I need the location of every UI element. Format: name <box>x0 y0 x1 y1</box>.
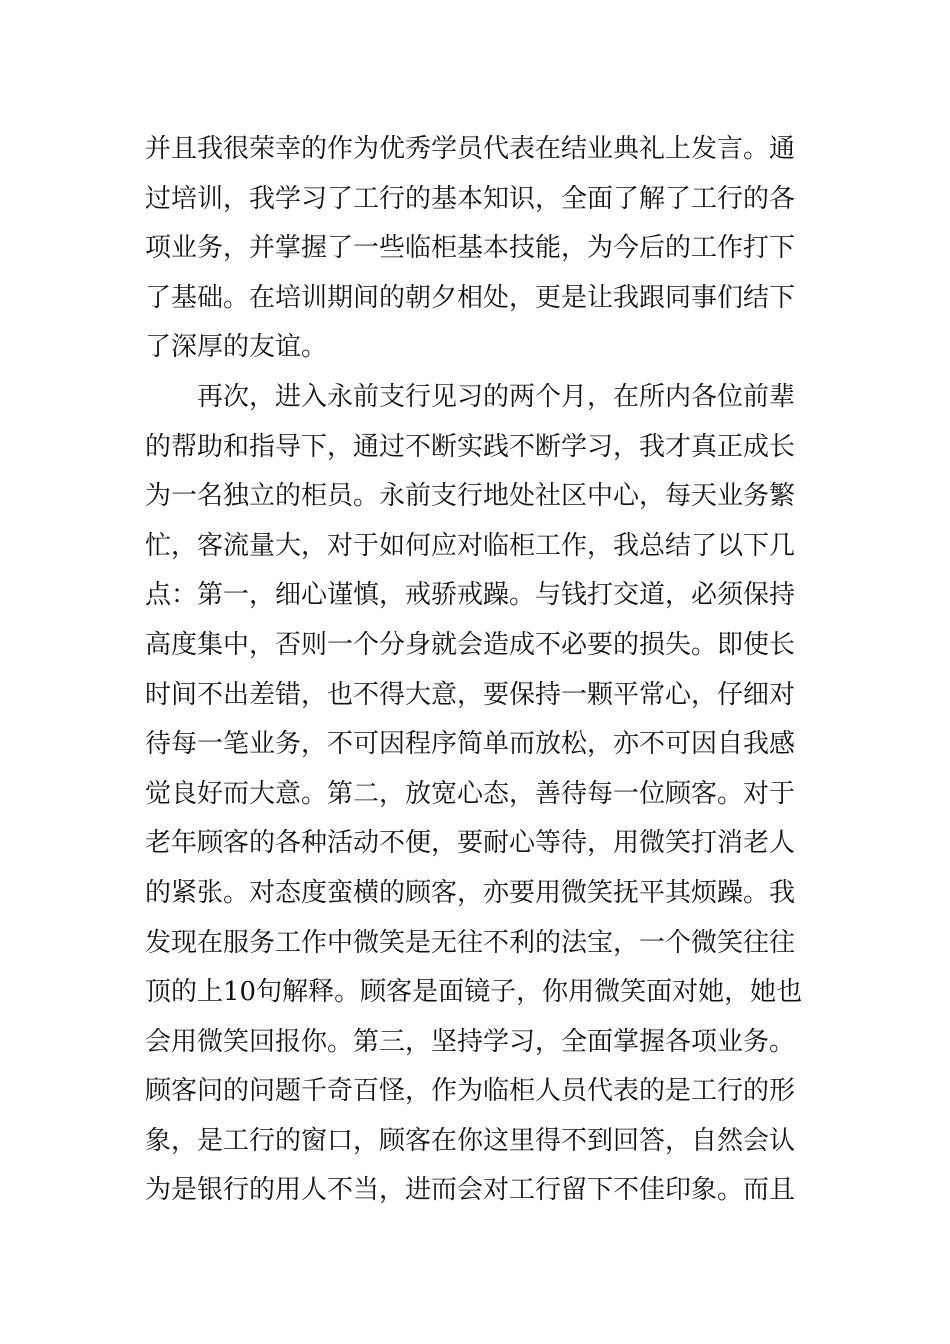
text-line: 高度集中，否则一个分身就会造成不必要的损失。即使长 <box>145 629 796 660</box>
text-line: 为是银行的用人不当，进而会对工行留下不佳印象。而且 <box>145 1175 796 1206</box>
text-line: 了深厚的友谊。 <box>145 332 328 363</box>
text-line: 顾客问的问题千奇百怪，作为临柜人员代表的是工行的形 <box>145 1076 796 1107</box>
text-line: 的帮助和指导下，通过不断实践不断学习，我才真正成长 <box>145 431 796 462</box>
text-line: 的紧张。对态度蛮横的顾客，亦要用微笑抚平其烦躁。我 <box>145 877 796 908</box>
text-line: 象，是工行的窗口，顾客在你这里得不到回答，自然会认 <box>145 1125 796 1156</box>
text-line: 顶的上10句解释。顾客是面镜子，你用微笑面对她，她也 <box>145 977 803 1008</box>
text-line: 发现在服务工作中微笑是无往不利的法宝，一个微笑往往 <box>145 927 796 958</box>
text-line: 点：第一，细心谨慎，戒骄戒躁。与钱打交道，必须保持 <box>145 580 796 611</box>
text-line: 会用微笑回报你。第三，坚持学习，全面掌握各项业务。 <box>145 1026 796 1057</box>
text-line: 忙，客流量大，对于如何应对临柜工作，我总结了以下几 <box>145 530 796 561</box>
text-line: 过培训，我学习了工行的基本知识，全面了解了工行的各 <box>145 183 796 214</box>
text-line: 老年顾客的各种活动不便，要耐心等待，用微笑打消老人 <box>145 828 796 859</box>
text-line: 并且我很荣幸的作为优秀学员代表在结业典礼上发言。通 <box>145 134 796 164</box>
text-line: 为一名独立的柜员。永前支行地处社区中心，每天业务繁 <box>145 481 796 512</box>
text-line: 时间不出差错，也不得大意，要保持一颗平常心，仔细对 <box>145 679 796 710</box>
body-text <box>145 125 815 1216</box>
text-line: 觉良好而大意。第二，放宽心态，善待每一位顾客。对于 <box>145 778 796 809</box>
paragraph-start-line: 再次，进入永前支行见习的两个月，在所内各位前辈 <box>197 381 796 412</box>
text-line: 了基础。在培训期间的朝夕相处，更是让我跟同事们结下 <box>145 282 796 313</box>
text-line: 待每一笔业务，不可因程序简单而放松，亦不可因自我感 <box>145 729 796 760</box>
text-line: 项业务，并掌握了一些临柜基本技能，为今后的工作打下 <box>145 233 796 264</box>
